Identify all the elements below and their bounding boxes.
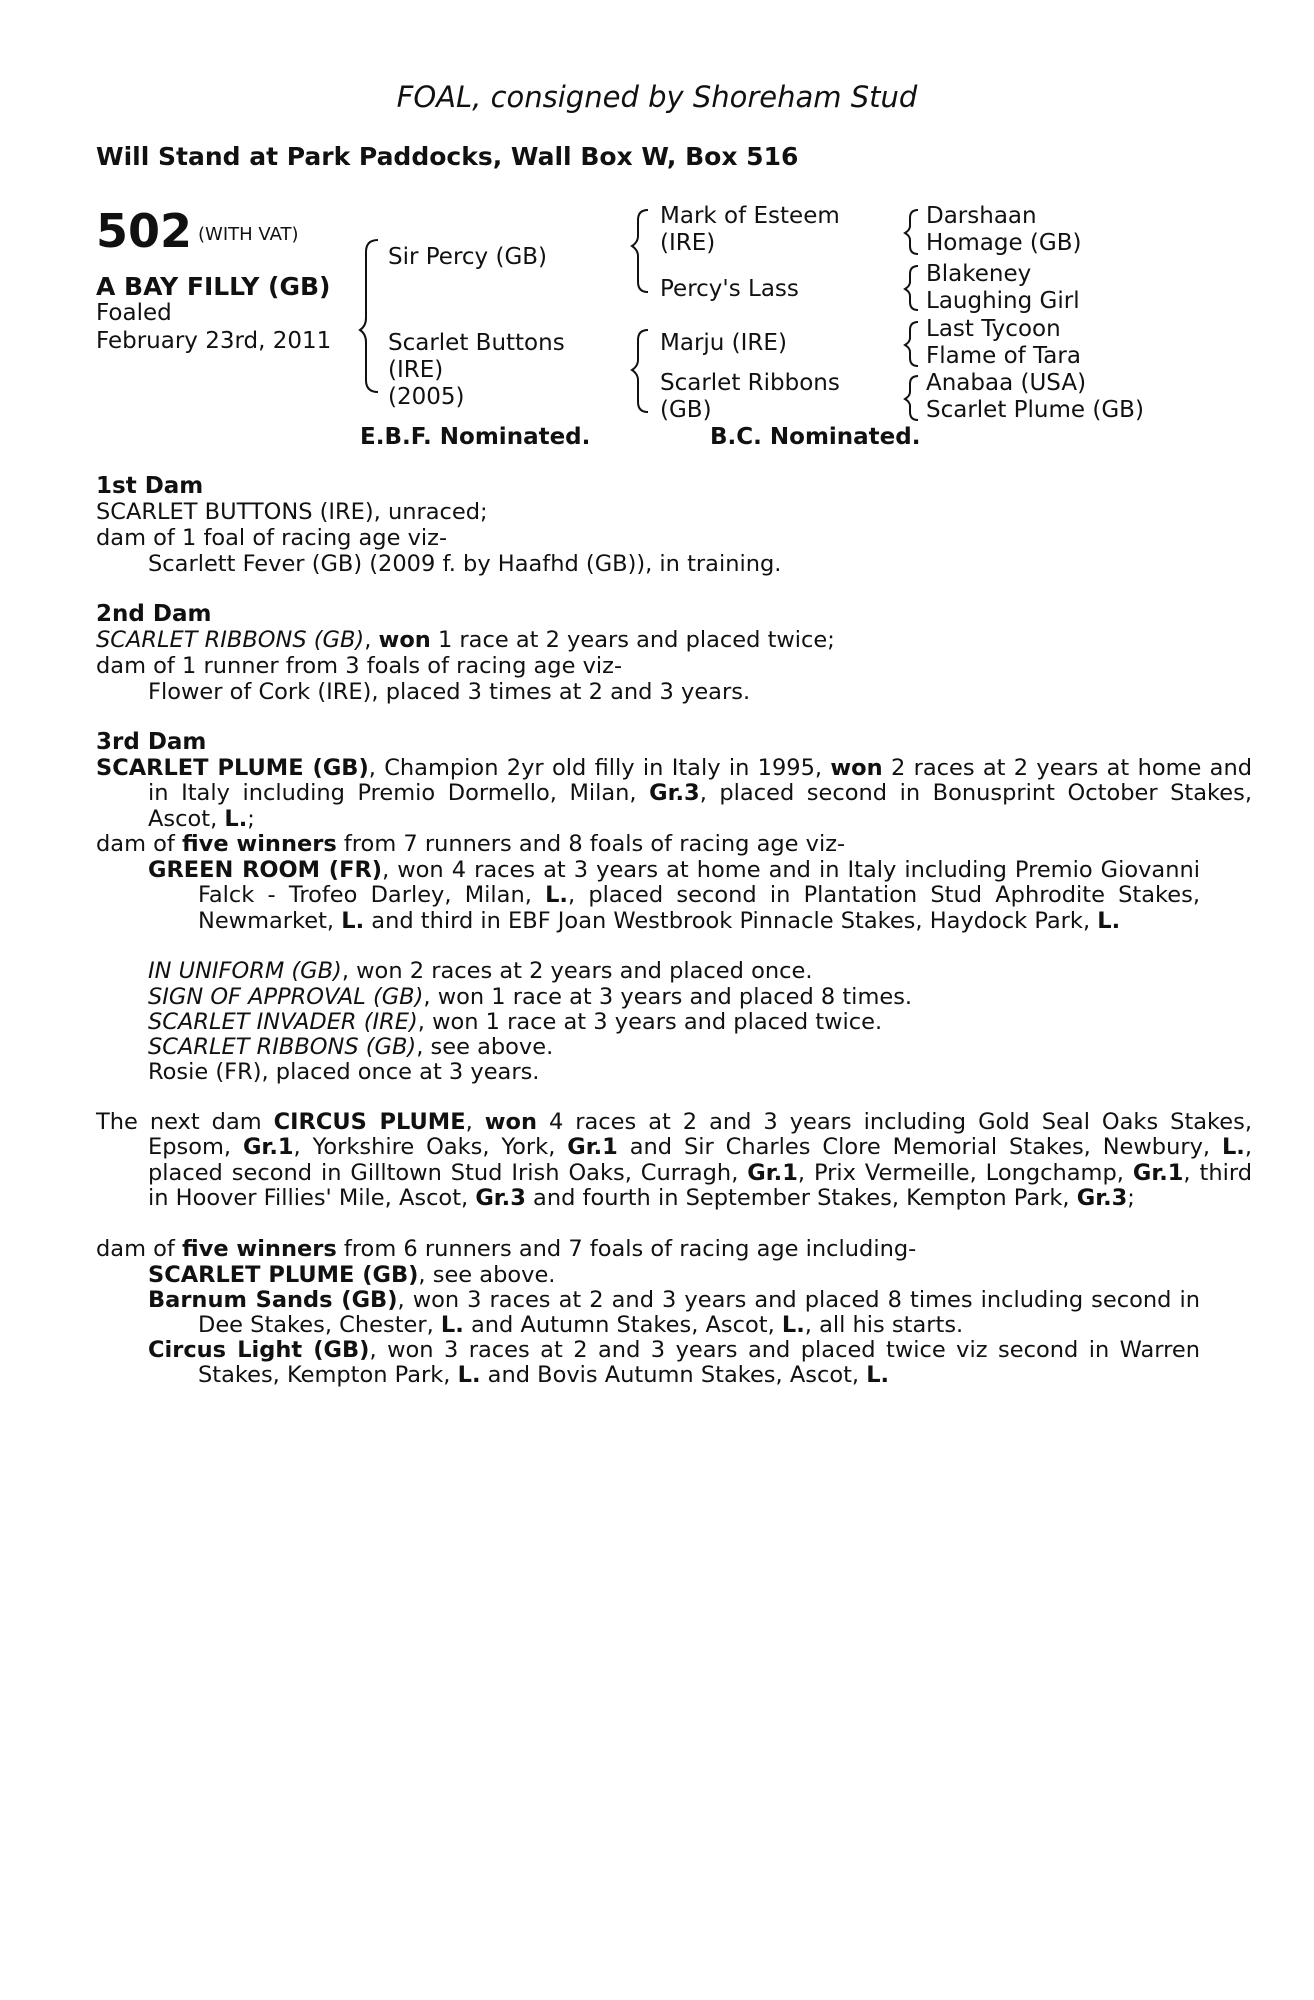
second-dam-line-1: SCARLET RIBBONS (GB), won 1 race at 2 years and placed twice; [96,627,835,653]
sire: Sir Percy (GB) [388,244,548,270]
gg-4: Laughing Girl [926,288,1080,314]
gg-6: Flame of Tara [926,343,1081,369]
third-dam-record: SCARLET PLUME (GB), Champion 2yr old filly in Italy in 1995, won 2 races at 2 years at home and in Italy including Premio Dormello, Milan, Gr.3, placed second in Bonusprint October Stakes, Ascot, L.; [96,755,1253,832]
brace-g3 [905,322,918,366]
dam-line-2: (IRE) [388,357,444,383]
gg-8: Scarlet Plume (GB) [926,397,1144,423]
sire-sire-line-2: (IRE) [660,230,716,256]
gg-5: Last Tycoon [926,316,1061,342]
rosie-record: Rosie (FR), placed once at 3 years. [148,1059,540,1085]
first-dam-line-1: SCARLET BUTTONS (IRE), unraced; [96,499,488,525]
second-dam-line-2: dam of 1 runner from 3 foals of racing age viz- [96,653,623,679]
second-dam-name: SCARLET RIBBONS (GB) [96,627,365,653]
brace-sire-parents [632,210,648,292]
vat-note: (WITH VAT) [198,223,299,245]
second-dam-heading: 2nd Dam [96,601,212,627]
third-dam-name: SCARLET PLUME (GB) [96,755,369,781]
first-dam-heading: 1st Dam [96,473,204,499]
second-dam-line-3: Flower of Cork (IRE), placed 3 times at 2 and 3 years. [148,679,751,705]
in-uniform-record: IN UNIFORM (GB), won 2 races at 2 years and placed once. [148,958,813,984]
brace-g1 [905,210,918,254]
dam-dam-line-1: Scarlet Ribbons [660,370,840,396]
sire-sire-line-1: Mark of Esteem [660,203,840,229]
dam-sire: Marju (IRE) [660,330,787,356]
brace-g4 [905,376,918,420]
barnum-sands-record: Barnum Sands (GB), won 3 races at 2 and 3 years and placed 8 times including second in Dee Stakes, Chester, L. and Autumn Stakes, Ascot, L., all his starts. [148,1287,1200,1339]
third-dam-heading: 3rd Dam [96,729,207,755]
circus-light-record: Circus Light (GB), won 3 races at 2 and 3 years and placed twice viz second in Warren Stakes, Kempton Park, L. and Bovis Autumn Stakes, Ascot, L. [148,1337,1200,1389]
brace-dam-parents [632,330,648,412]
dam-dam-line-2: (GB) [660,397,712,423]
scarlet-plume-ref: SCARLET PLUME (GB), see above. [148,1262,556,1288]
dam-line-3: (2005) [388,384,465,410]
dam-line-1: Scarlet Buttons [388,330,565,356]
sign-of-approval-record: SIGN OF APPROVAL (GB), won 1 race at 3 years and placed 8 times. [148,984,913,1010]
next-dam-record: The next dam CIRCUS PLUME, won 4 races at 2 and 3 years including Gold Seal Oaks Stakes, Epsom, Gr.1, Yorkshire Oaks, York, Gr.1 and Sir Charles Clore Memorial Stakes, Newbury, L., placed second in Gilltown Stud Irish Oaks, Curragh, Gr.1, Prix Vermeille, Longchamp, Gr.1, third in Hoover Fillies' Mile, Ascot, Gr.3 and fourth in September Stakes, Kempton Park, Gr.3; [96,1109,1252,1211]
green-room-record: GREEN ROOM (FR), won 4 races at 3 years at home and in Italy including Premio Giovanni Falck - Trofeo Darley, Milan, L., placed second in Plantation Stud Aphrodite Stakes, Newmarket, L. and third in EBF Joan Westbrook Pinnacle Stakes, Haydock Park, L. [148,857,1200,934]
next-dam-name: CIRCUS PLUME [273,1109,466,1135]
foaled-date: February 23rd, 2011 [96,328,332,354]
scarlet-invader-record: SCARLET INVADER (IRE), won 1 race at 3 years and placed twice. [148,1009,883,1035]
lot-number: 502 [96,204,193,258]
page-title: FOAL, consigned by Shoreham Stud [396,80,918,114]
pedigree-braces [0,0,1314,440]
brace-g2 [905,266,918,310]
ebf-nominated: E.B.F. Nominated. [360,424,591,450]
gg-2: Homage (GB) [926,230,1082,256]
sire-dam: Percy's Lass [660,276,799,302]
first-dam-line-3: Scarlett Fever (GB) (2009 f. by Haafhd (GB)), in training. [148,551,782,577]
gg-1: Darshaan [926,203,1037,229]
next-dam-produce-line: dam of five winners from 6 runners and 7 foals of racing age including- [96,1236,917,1262]
horse-name: A BAY FILLY (GB) [96,272,331,301]
stand-location: Will Stand at Park Paddocks, Wall Box W, Box 516 [96,142,799,171]
brace-parents [360,240,378,392]
bc-nominated: B.C. Nominated. [710,424,921,450]
gg-3: Blakeney [926,261,1032,287]
gg-7: Anabaa (USA) [926,370,1087,396]
first-dam-line-2: dam of 1 foal of racing age viz- [96,525,448,551]
foaled-label: Foaled [96,300,172,326]
scarlet-ribbons-record: SCARLET RIBBONS (GB), see above. [148,1034,554,1060]
third-dam-produce-line: dam of five winners from 7 runners and 8 foals of racing age viz- [96,831,846,857]
won-label: won [378,627,431,653]
